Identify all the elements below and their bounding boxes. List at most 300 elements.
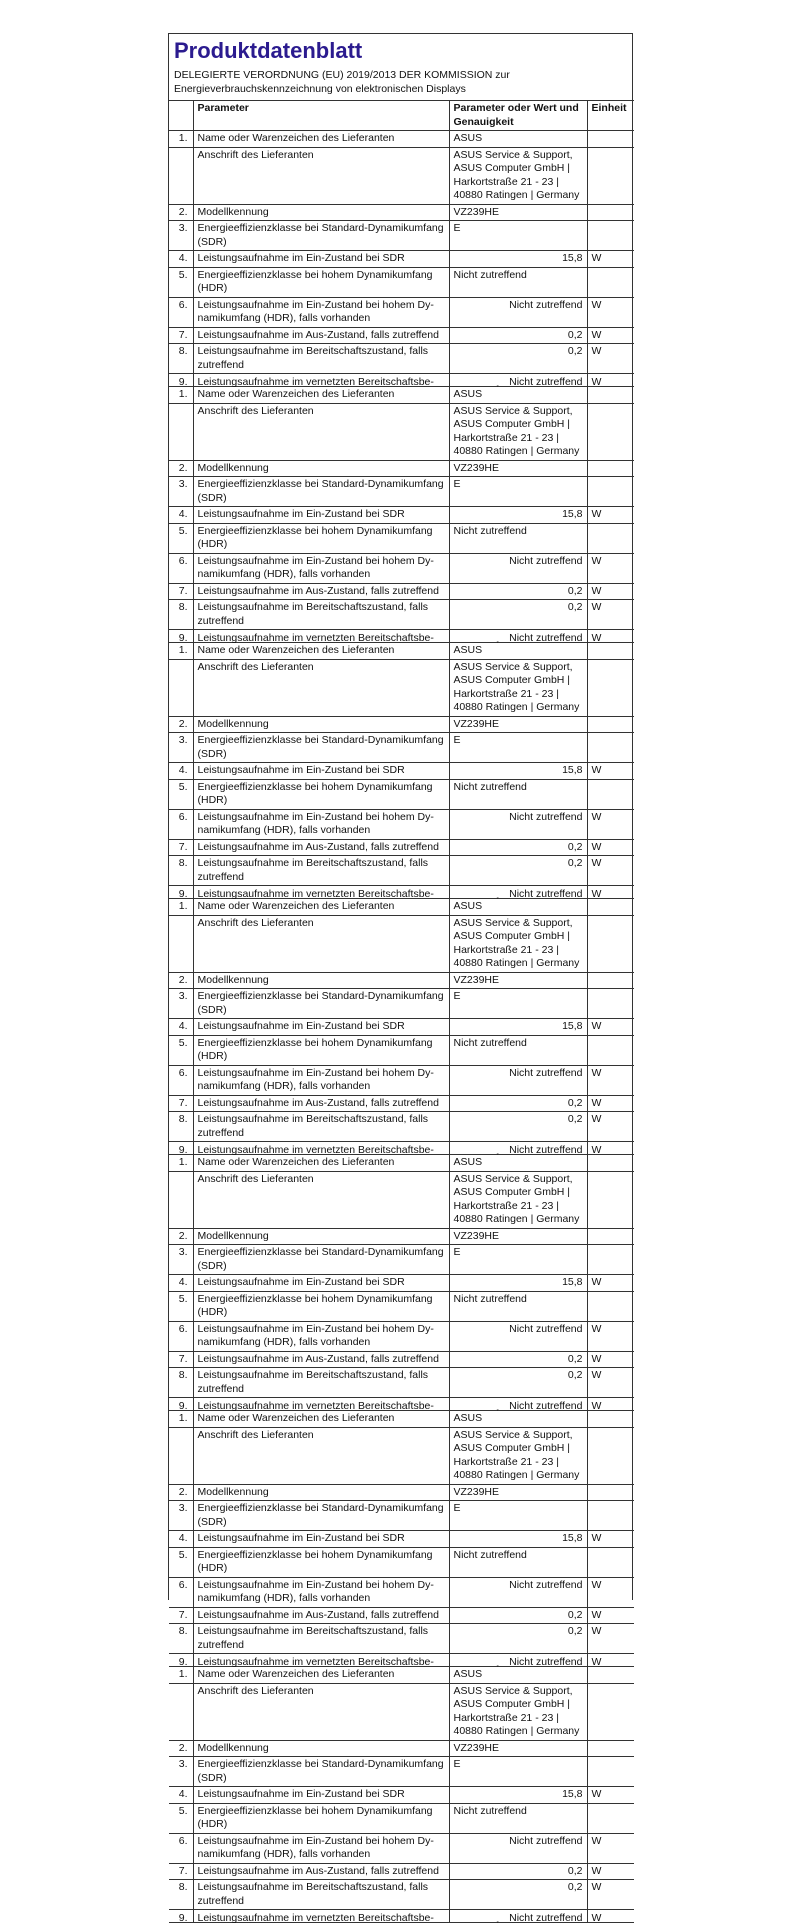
value-lines	[454, 206, 583, 220]
table-row	[169, 583, 634, 600]
value-lines	[454, 299, 583, 313]
row-value	[449, 1667, 587, 1684]
row-number: 9.	[169, 886, 193, 899]
row-parameter	[193, 477, 449, 507]
table-row	[169, 1863, 634, 1880]
value-line: ASUS Computer GmbH |	[453, 1698, 571, 1710]
parameter-line: Leistungsaufnahme im Bereitschaftszustand, falls	[197, 1881, 429, 1893]
row-value	[449, 1035, 587, 1065]
parameter-line: Leistungsaufnahme im Aus-Zustand, falls zutreffend	[197, 840, 439, 853]
value-line: 40880 Ratingen | Germany	[453, 445, 580, 457]
row-unit: W	[587, 374, 634, 387]
value-line: Nicht zutreffend	[453, 524, 527, 537]
value-lines	[454, 811, 583, 825]
row-number: 3.	[169, 1501, 193, 1531]
value-lines	[454, 132, 583, 146]
parameter-line: Leistungsaufnahme im Ein-Zustand bei SDR	[197, 252, 405, 264]
row-parameter	[193, 1577, 449, 1607]
row-parameter	[193, 1667, 449, 1684]
row-number: 2.	[169, 1228, 193, 1245]
row-parameter	[193, 1245, 449, 1275]
row-unit	[587, 733, 634, 763]
row-parameter	[193, 886, 449, 899]
value-lines	[454, 1097, 583, 1111]
row-number: 7.	[169, 327, 193, 344]
row-number: 8.	[169, 1624, 193, 1654]
row-value	[449, 1351, 587, 1368]
value-lines	[454, 1486, 583, 1500]
row-value	[449, 374, 587, 387]
value-line: 0,2	[567, 345, 583, 357]
value-lines	[454, 1788, 583, 1802]
table-row	[169, 344, 634, 374]
row-parameter	[193, 1787, 449, 1804]
value-line: Nicht zutreffend	[509, 554, 583, 567]
value-lines	[454, 374, 583, 386]
value-lines	[454, 252, 583, 266]
value-line: ASUS Computer GmbH |	[453, 930, 571, 942]
parameter-line: Anschrift des Lieferanten	[197, 1428, 314, 1441]
table-row	[169, 839, 634, 856]
row-unit: W	[587, 1607, 634, 1624]
value-lines	[454, 644, 583, 658]
row-unit: W	[587, 856, 634, 886]
row-number: 4.	[169, 1531, 193, 1548]
row-unit: W	[587, 1624, 634, 1654]
row-value	[449, 1531, 587, 1548]
table-row	[169, 1484, 634, 1501]
parameter-line: Leistungsaufnahme im Ein-Zustand bei hohem Dy-	[197, 554, 434, 567]
row-value	[449, 1757, 587, 1787]
value-lines	[454, 149, 583, 203]
parameter-line: Modellkennung	[197, 461, 269, 474]
row-unit	[587, 1484, 634, 1501]
parameter-line: Leistungsaufnahme im Bereitschaftszustand, falls	[197, 857, 429, 869]
row-value	[449, 267, 587, 297]
table-row	[169, 1683, 634, 1740]
row-number: 5.	[169, 267, 193, 297]
row-unit	[587, 989, 634, 1019]
row-unit: W	[587, 809, 634, 839]
value-line: 0,2	[567, 1096, 583, 1109]
value-lines	[454, 734, 583, 748]
row-number: 3.	[169, 989, 193, 1019]
value-lines	[454, 1910, 583, 1922]
value-line: Nicht zutreffend	[509, 298, 583, 311]
row-unit	[587, 915, 634, 972]
value-lines	[454, 525, 583, 539]
row-number: 7.	[169, 1607, 193, 1624]
table-header-row	[169, 101, 634, 131]
parameter-line: Energieeffizienzklasse bei hohem Dynamikumfang	[197, 1804, 433, 1817]
subtitle-line: Energieverbrauchskennzeichnung von elektronischen Displays	[174, 83, 466, 95]
value-lines	[454, 1113, 583, 1127]
value-lines	[454, 1037, 583, 1051]
row-value	[449, 643, 587, 660]
product-data-sheet	[168, 33, 633, 1924]
value-line: ASUS	[453, 900, 483, 912]
value-lines	[454, 1654, 583, 1666]
value-line: Nicht zutreffend	[453, 268, 527, 281]
parameter-line: Leistungsaufnahme im Aus-Zustand, falls zutreffend	[197, 584, 439, 597]
value-line: 40880 Ratingen | Germany	[453, 1213, 580, 1225]
row-value	[449, 1880, 587, 1910]
row-value	[449, 1275, 587, 1292]
scroll-mark-icon: ˯	[496, 889, 500, 899]
parameter-line: (SDR)	[197, 235, 227, 248]
parameter-line: Leistungsaufnahme im Aus-Zustand, falls zutreffend	[197, 328, 439, 341]
parameter-line: namikumfang (HDR), falls vorhanden	[197, 1592, 371, 1604]
row-unit	[587, 1411, 634, 1428]
row-value	[449, 147, 587, 204]
value-lines	[454, 1353, 583, 1367]
parameter-line: Anschrift des Lieferanten	[197, 148, 314, 161]
row-number: 6.	[169, 809, 193, 839]
row-parameter	[193, 1427, 449, 1484]
value-lines	[454, 764, 583, 778]
row-number: 7.	[169, 839, 193, 856]
table-row	[169, 716, 634, 733]
parameter-line: zutreffend	[197, 1638, 245, 1651]
value-line: E	[453, 1246, 461, 1258]
parameter-line: Name oder Warenzeichen des Lieferanten	[197, 644, 395, 656]
row-parameter	[193, 1035, 449, 1065]
table-row	[169, 1291, 634, 1321]
row-unit	[587, 1740, 634, 1757]
row-value	[449, 1019, 587, 1036]
parameter-line: Energieeffizienzklasse bei hohem Dynamikumfang	[197, 1292, 433, 1305]
value-lines	[454, 585, 583, 599]
row-parameter	[193, 1740, 449, 1757]
row-value	[449, 1368, 587, 1398]
row-unit: W	[587, 1368, 634, 1398]
value-lines	[454, 1742, 583, 1756]
row-unit: W	[587, 1398, 634, 1411]
row-parameter	[193, 733, 449, 763]
row-value	[449, 1228, 587, 1245]
parameter-line: Anschrift des Lieferanten	[197, 660, 314, 673]
parameter-line: (SDR)	[197, 1771, 227, 1784]
row-value	[449, 1803, 587, 1833]
value-line: ASUS Service & Support,	[453, 148, 573, 161]
row-unit: W	[587, 1787, 634, 1804]
row-unit: W	[587, 327, 634, 344]
row-number: 2.	[169, 1740, 193, 1757]
parameter-line: Energieeffizienzklasse bei hohem Dynamikumfang	[197, 1036, 433, 1049]
value-line: Nicht zutreffend	[453, 1036, 527, 1049]
parameter-line: Modellkennung	[197, 1229, 269, 1242]
row-parameter	[193, 1607, 449, 1624]
parameter-line: Leistungsaufnahme im Ein-Zustand bei hohem Dy-	[197, 1578, 434, 1591]
row-parameter	[193, 809, 449, 839]
parameter-line: Energieeffizienzklasse bei Standard-Dynamikumfang	[197, 1758, 444, 1770]
row-parameter	[193, 147, 449, 204]
table-row	[169, 553, 634, 583]
parameter-line: Leistungsaufnahme im vernetzten Bereitschaftsbe-	[197, 376, 434, 388]
row-number: 5.	[169, 1803, 193, 1833]
row-parameter	[193, 1291, 449, 1321]
row-value	[449, 899, 587, 916]
row-number: 6.	[169, 297, 193, 327]
value-lines	[454, 508, 583, 522]
value-line: 15,8	[562, 508, 583, 520]
value-line: VZ239HE	[453, 1741, 500, 1754]
row-number: 1.	[169, 1155, 193, 1172]
value-line: Nicht zutreffend	[509, 810, 583, 823]
table-row	[169, 507, 634, 524]
value-lines	[454, 1881, 583, 1895]
value-lines	[454, 1668, 583, 1682]
row-number	[169, 403, 193, 460]
table-row	[169, 1607, 634, 1624]
value-line: 40880 Ratingen | Germany	[453, 189, 580, 201]
value-lines	[454, 1067, 583, 1081]
table-row	[169, 659, 634, 716]
row-unit	[587, 1757, 634, 1787]
row-unit	[587, 1547, 634, 1577]
value-line: VZ239HE	[453, 1485, 500, 1498]
row-parameter	[193, 630, 449, 643]
row-parameter	[193, 1228, 449, 1245]
value-lines	[454, 990, 583, 1004]
parameter-line: zutreffend	[197, 614, 245, 627]
row-parameter	[193, 507, 449, 524]
row-unit	[587, 1667, 634, 1684]
table-row	[169, 809, 634, 839]
table-row	[169, 1501, 634, 1531]
value-line: VZ239HE	[453, 205, 500, 218]
row-value	[449, 839, 587, 856]
value-lines	[454, 1532, 583, 1546]
value-line: 0,2	[567, 1352, 583, 1365]
row-unit	[587, 1683, 634, 1740]
value-line: 0,2	[567, 840, 583, 853]
row-number: 1.	[169, 131, 193, 148]
value-line: ASUS Computer GmbH |	[453, 162, 571, 174]
table-row	[169, 251, 634, 268]
value-line: 0,2	[567, 1369, 583, 1381]
row-parameter	[193, 583, 449, 600]
parameter-line: Leistungsaufnahme im Bereitschaftszustand, falls	[197, 1369, 429, 1381]
row-number: 3.	[169, 1757, 193, 1787]
row-value	[449, 886, 587, 899]
table-row	[169, 899, 634, 916]
table-row	[169, 1757, 634, 1787]
row-parameter	[193, 1351, 449, 1368]
parameter-line: Leistungsaufnahme im Ein-Zustand bei hohem Dy-	[197, 810, 434, 823]
table-row	[169, 1910, 634, 1923]
header-value-line: Parameter oder Wert und	[453, 102, 579, 114]
table-row	[169, 856, 634, 886]
row-value	[449, 915, 587, 972]
row-value	[449, 553, 587, 583]
value-line: 0,2	[567, 1881, 583, 1893]
parameter-line: Modellkennung	[197, 973, 269, 986]
value-lines	[454, 1835, 583, 1849]
value-lines	[454, 1685, 583, 1739]
parameter-line: Leistungsaufnahme im Aus-Zustand, falls zutreffend	[197, 1352, 439, 1365]
scroll-mark-icon: ˯	[496, 1913, 500, 1923]
row-unit: W	[587, 583, 634, 600]
row-value	[449, 523, 587, 553]
value-line: 15,8	[562, 1788, 583, 1800]
row-parameter	[193, 131, 449, 148]
value-line: 40880 Ratingen | Germany	[453, 957, 580, 969]
row-unit	[587, 523, 634, 553]
table-row	[169, 1547, 634, 1577]
value-line: Nicht zutreffend	[509, 376, 583, 388]
row-unit	[587, 643, 634, 660]
table-row	[169, 523, 634, 553]
parameter-line: Energieeffizienzklasse bei Standard-Dynamikumfang	[197, 1246, 444, 1258]
row-parameter	[193, 989, 449, 1019]
value-lines	[454, 1020, 583, 1034]
table-row	[169, 1531, 634, 1548]
value-line: Nicht zutreffend	[509, 1656, 583, 1668]
value-line: Nicht zutreffend	[509, 1912, 583, 1924]
parameter-line: Leistungsaufnahme im Aus-Zustand, falls zutreffend	[197, 1608, 439, 1621]
value-lines	[454, 1156, 583, 1170]
row-number: 1.	[169, 387, 193, 404]
row-number: 2.	[169, 460, 193, 477]
row-number: 8.	[169, 1368, 193, 1398]
parameter-line: Leistungsaufnahme im Aus-Zustand, falls zutreffend	[197, 1096, 439, 1109]
value-line: 0,2	[567, 601, 583, 613]
value-line: Nicht zutreffend	[509, 1144, 583, 1156]
row-number: 9.	[169, 1910, 193, 1923]
row-number: 9.	[169, 374, 193, 387]
row-number: 4.	[169, 1275, 193, 1292]
value-line: ASUS Service & Support,	[453, 660, 573, 673]
parameter-line: Leistungsaufnahme im vernetzten Bereitschaftsbe-	[197, 1144, 434, 1156]
row-unit: W	[587, 1910, 634, 1923]
table-row	[169, 1398, 634, 1411]
row-number	[169, 147, 193, 204]
row-unit: W	[587, 297, 634, 327]
parameter-line: Leistungsaufnahme im Ein-Zustand bei SDR	[197, 764, 405, 776]
value-line: Nicht zutreffend	[509, 1834, 583, 1847]
row-unit	[587, 267, 634, 297]
parameter-line: namikumfang (HDR), falls vorhanden	[197, 312, 371, 324]
row-number: 3.	[169, 733, 193, 763]
parameter-line: zutreffend	[197, 1894, 245, 1907]
row-parameter	[193, 460, 449, 477]
row-unit: W	[587, 1833, 634, 1863]
row-parameter	[193, 1368, 449, 1398]
value-line: ASUS Computer GmbH |	[453, 1442, 571, 1454]
value-lines	[454, 1625, 583, 1639]
parameter-line: namikumfang (HDR), falls vorhanden	[197, 1080, 371, 1092]
value-lines	[454, 781, 583, 795]
row-value	[449, 583, 587, 600]
value-lines	[454, 1609, 583, 1623]
value-lines	[454, 1369, 583, 1383]
row-unit: W	[587, 553, 634, 583]
row-number: 1.	[169, 1411, 193, 1428]
row-value	[449, 344, 587, 374]
parameter-line: Name oder Warenzeichen des Lieferanten	[197, 388, 395, 400]
value-line: Harkortstraße 21 - 23 |	[453, 687, 559, 700]
row-value	[449, 403, 587, 460]
row-value	[449, 1427, 587, 1484]
parameter-line: Leistungsaufnahme im Bereitschaftszustand, falls	[197, 345, 429, 357]
table-row	[169, 374, 634, 387]
row-unit	[587, 403, 634, 460]
value-lines	[454, 1246, 583, 1260]
row-value	[449, 733, 587, 763]
value-lines	[454, 1293, 583, 1307]
row-number	[169, 1171, 193, 1228]
value-line: ASUS	[453, 388, 483, 400]
table-row	[169, 1411, 634, 1428]
parameter-line: Energieeffizienzklasse bei hohem Dynamikumfang	[197, 780, 433, 793]
row-value	[449, 1547, 587, 1577]
row-value	[449, 1577, 587, 1607]
value-line: 15,8	[562, 252, 583, 264]
value-lines	[454, 1805, 583, 1819]
parameter-line: Leistungsaufnahme im Ein-Zustand bei hohem Dy-	[197, 298, 434, 311]
row-value	[449, 972, 587, 989]
row-number: 8.	[169, 600, 193, 630]
table-row	[169, 1833, 634, 1863]
row-parameter	[193, 403, 449, 460]
value-lines	[454, 345, 583, 359]
value-line: ASUS	[453, 132, 483, 144]
row-parameter	[193, 1171, 449, 1228]
value-line: ASUS	[453, 1412, 483, 1424]
value-lines	[454, 1276, 583, 1290]
row-parameter	[193, 779, 449, 809]
row-number: 6.	[169, 1065, 193, 1095]
table-row	[169, 267, 634, 297]
value-line: E	[453, 734, 461, 746]
value-line: 0,2	[567, 857, 583, 869]
row-unit	[587, 1171, 634, 1228]
parameter-line: zutreffend	[197, 870, 245, 883]
row-value	[449, 1484, 587, 1501]
row-parameter	[193, 1531, 449, 1548]
row-value	[449, 1142, 587, 1155]
table-row	[169, 886, 634, 899]
row-parameter	[193, 1547, 449, 1577]
row-unit	[587, 1291, 634, 1321]
value-lines	[454, 1549, 583, 1563]
value-lines	[454, 1865, 583, 1879]
row-unit	[587, 1228, 634, 1245]
value-line: 40880 Ratingen | Germany	[453, 701, 580, 713]
table-row	[169, 387, 634, 404]
value-line: 15,8	[562, 1020, 583, 1032]
value-line: ASUS Computer GmbH |	[453, 674, 571, 686]
row-value	[449, 1607, 587, 1624]
row-number: 5.	[169, 1547, 193, 1577]
row-unit: W	[587, 1654, 634, 1667]
parameter-line: (SDR)	[197, 491, 227, 504]
table-row	[169, 1321, 634, 1351]
value-line: ASUS Service & Support,	[453, 1172, 573, 1185]
row-value	[449, 1787, 587, 1804]
row-unit: W	[587, 600, 634, 630]
parameter-line: Leistungsaufnahme im Ein-Zustand bei SDR	[197, 508, 405, 520]
parameter-line: Leistungsaufnahme im Bereitschaftszustand, falls	[197, 1113, 429, 1125]
row-unit	[587, 716, 634, 733]
row-value	[449, 1112, 587, 1142]
row-parameter	[193, 1321, 449, 1351]
parameter-line: Leistungsaufnahme im vernetzten Bereitschaftsbe-	[197, 1400, 434, 1412]
value-lines	[454, 974, 583, 988]
table-row	[169, 972, 634, 989]
table-row	[169, 733, 634, 763]
